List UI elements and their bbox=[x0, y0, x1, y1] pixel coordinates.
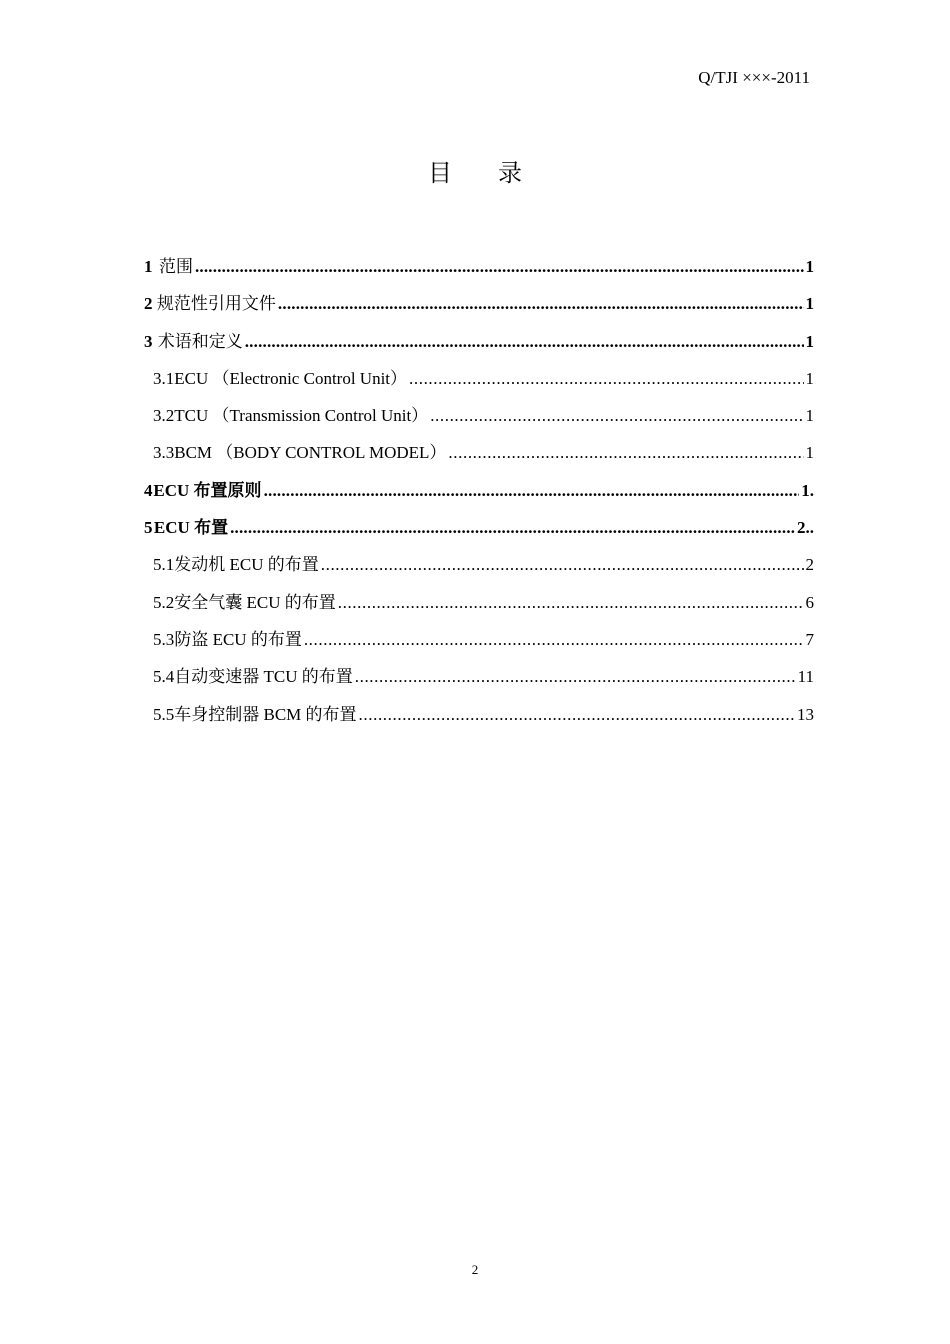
toc-label: 自动变速器 TCU 的布置 bbox=[174, 667, 353, 687]
toc-label: BCM （BODY CONTROL MODEL） bbox=[174, 443, 447, 463]
toc-page: 1. bbox=[801, 480, 814, 500]
toc-page: 1 bbox=[805, 294, 814, 314]
toc-entry-5[interactable] bbox=[144, 513, 814, 550]
toc-entry-2[interactable] bbox=[144, 289, 814, 326]
toc-page: 1 bbox=[805, 443, 814, 463]
toc-label: 安全气囊 ECU 的布置 bbox=[174, 592, 336, 612]
toc-entry-5-2[interactable] bbox=[144, 588, 814, 625]
toc-page: 7 bbox=[805, 629, 814, 649]
toc-page: 2.. bbox=[797, 518, 814, 538]
toc-number: 3.3 bbox=[153, 443, 175, 463]
toc-page: 13 bbox=[797, 704, 814, 724]
toc-number: 1 bbox=[144, 257, 153, 276]
toc-leader bbox=[278, 294, 804, 314]
toc-entry-5-3[interactable] bbox=[144, 625, 814, 662]
toc-leader bbox=[245, 332, 804, 352]
toc-number: 3 bbox=[144, 331, 153, 351]
toc-label: 术语和定义 bbox=[157, 331, 243, 351]
toc-leader bbox=[448, 443, 803, 463]
toc-entry-3[interactable] bbox=[144, 327, 814, 364]
toc-page: 1 bbox=[805, 331, 814, 351]
table-of-contents bbox=[144, 252, 814, 737]
toc-leader bbox=[359, 705, 795, 725]
toc-leader bbox=[264, 481, 800, 501]
toc-label: ECU 布置 bbox=[153, 518, 229, 538]
toc-page: 11 bbox=[797, 667, 814, 687]
toc-entry-3-1[interactable] bbox=[144, 364, 814, 401]
toc-page: 2 bbox=[805, 555, 814, 575]
toc-label: 范围 bbox=[158, 257, 193, 276]
toc-entry-3-2[interactable] bbox=[144, 401, 814, 438]
toc-page: 1 bbox=[805, 257, 814, 276]
toc-label: ECU 布置原则 bbox=[153, 480, 262, 500]
toc-entry-5-4[interactable] bbox=[144, 662, 814, 699]
toc-label: 防盗 ECU 的布置 bbox=[174, 629, 302, 649]
toc-entry-5-1[interactable] bbox=[144, 550, 814, 587]
page-number: 2 bbox=[471, 1262, 479, 1277]
toc-number: 4 bbox=[144, 480, 153, 500]
toc-number: 3.1 bbox=[153, 368, 175, 388]
toc-leader bbox=[304, 630, 804, 650]
toc-page: 1 bbox=[805, 406, 814, 426]
toc-label: 发动机 ECU 的布置 bbox=[174, 555, 319, 575]
toc-entry-3-3[interactable] bbox=[144, 438, 814, 475]
toc-leader bbox=[195, 257, 804, 277]
toc-label: TCU （Transmission Control Unit） bbox=[174, 406, 429, 426]
toc-number: 5.2 bbox=[153, 592, 175, 612]
toc-entry-1[interactable] bbox=[144, 252, 814, 289]
toc-entry-5-5[interactable] bbox=[144, 700, 814, 737]
toc-number: 2 bbox=[144, 294, 153, 314]
toc-leader bbox=[230, 518, 795, 538]
toc-number: 3.2 bbox=[153, 406, 175, 426]
page-title: 目录 bbox=[428, 161, 568, 187]
toc-label: 车身控制器 BCM 的布置 bbox=[174, 704, 357, 724]
toc-leader bbox=[355, 667, 796, 687]
toc-number: 5.4 bbox=[153, 667, 175, 687]
toc-label: ECU （Electronic Control Unit） bbox=[174, 368, 408, 388]
toc-entry-4[interactable] bbox=[144, 476, 814, 513]
toc-leader bbox=[430, 406, 803, 426]
toc-number: 5.1 bbox=[153, 555, 175, 575]
toc-leader bbox=[338, 593, 804, 613]
toc-leader bbox=[409, 369, 803, 389]
toc-label: 规范性引用文件 bbox=[156, 294, 276, 314]
toc-number: 5.5 bbox=[153, 704, 175, 724]
toc-leader bbox=[321, 555, 804, 575]
toc-number: 5 bbox=[144, 518, 153, 538]
toc-number: 5.3 bbox=[153, 629, 175, 649]
toc-page: 6 bbox=[805, 592, 814, 612]
document-code: Q/TJI ×××-2011 bbox=[698, 68, 810, 87]
toc-page: 1 bbox=[805, 368, 814, 388]
